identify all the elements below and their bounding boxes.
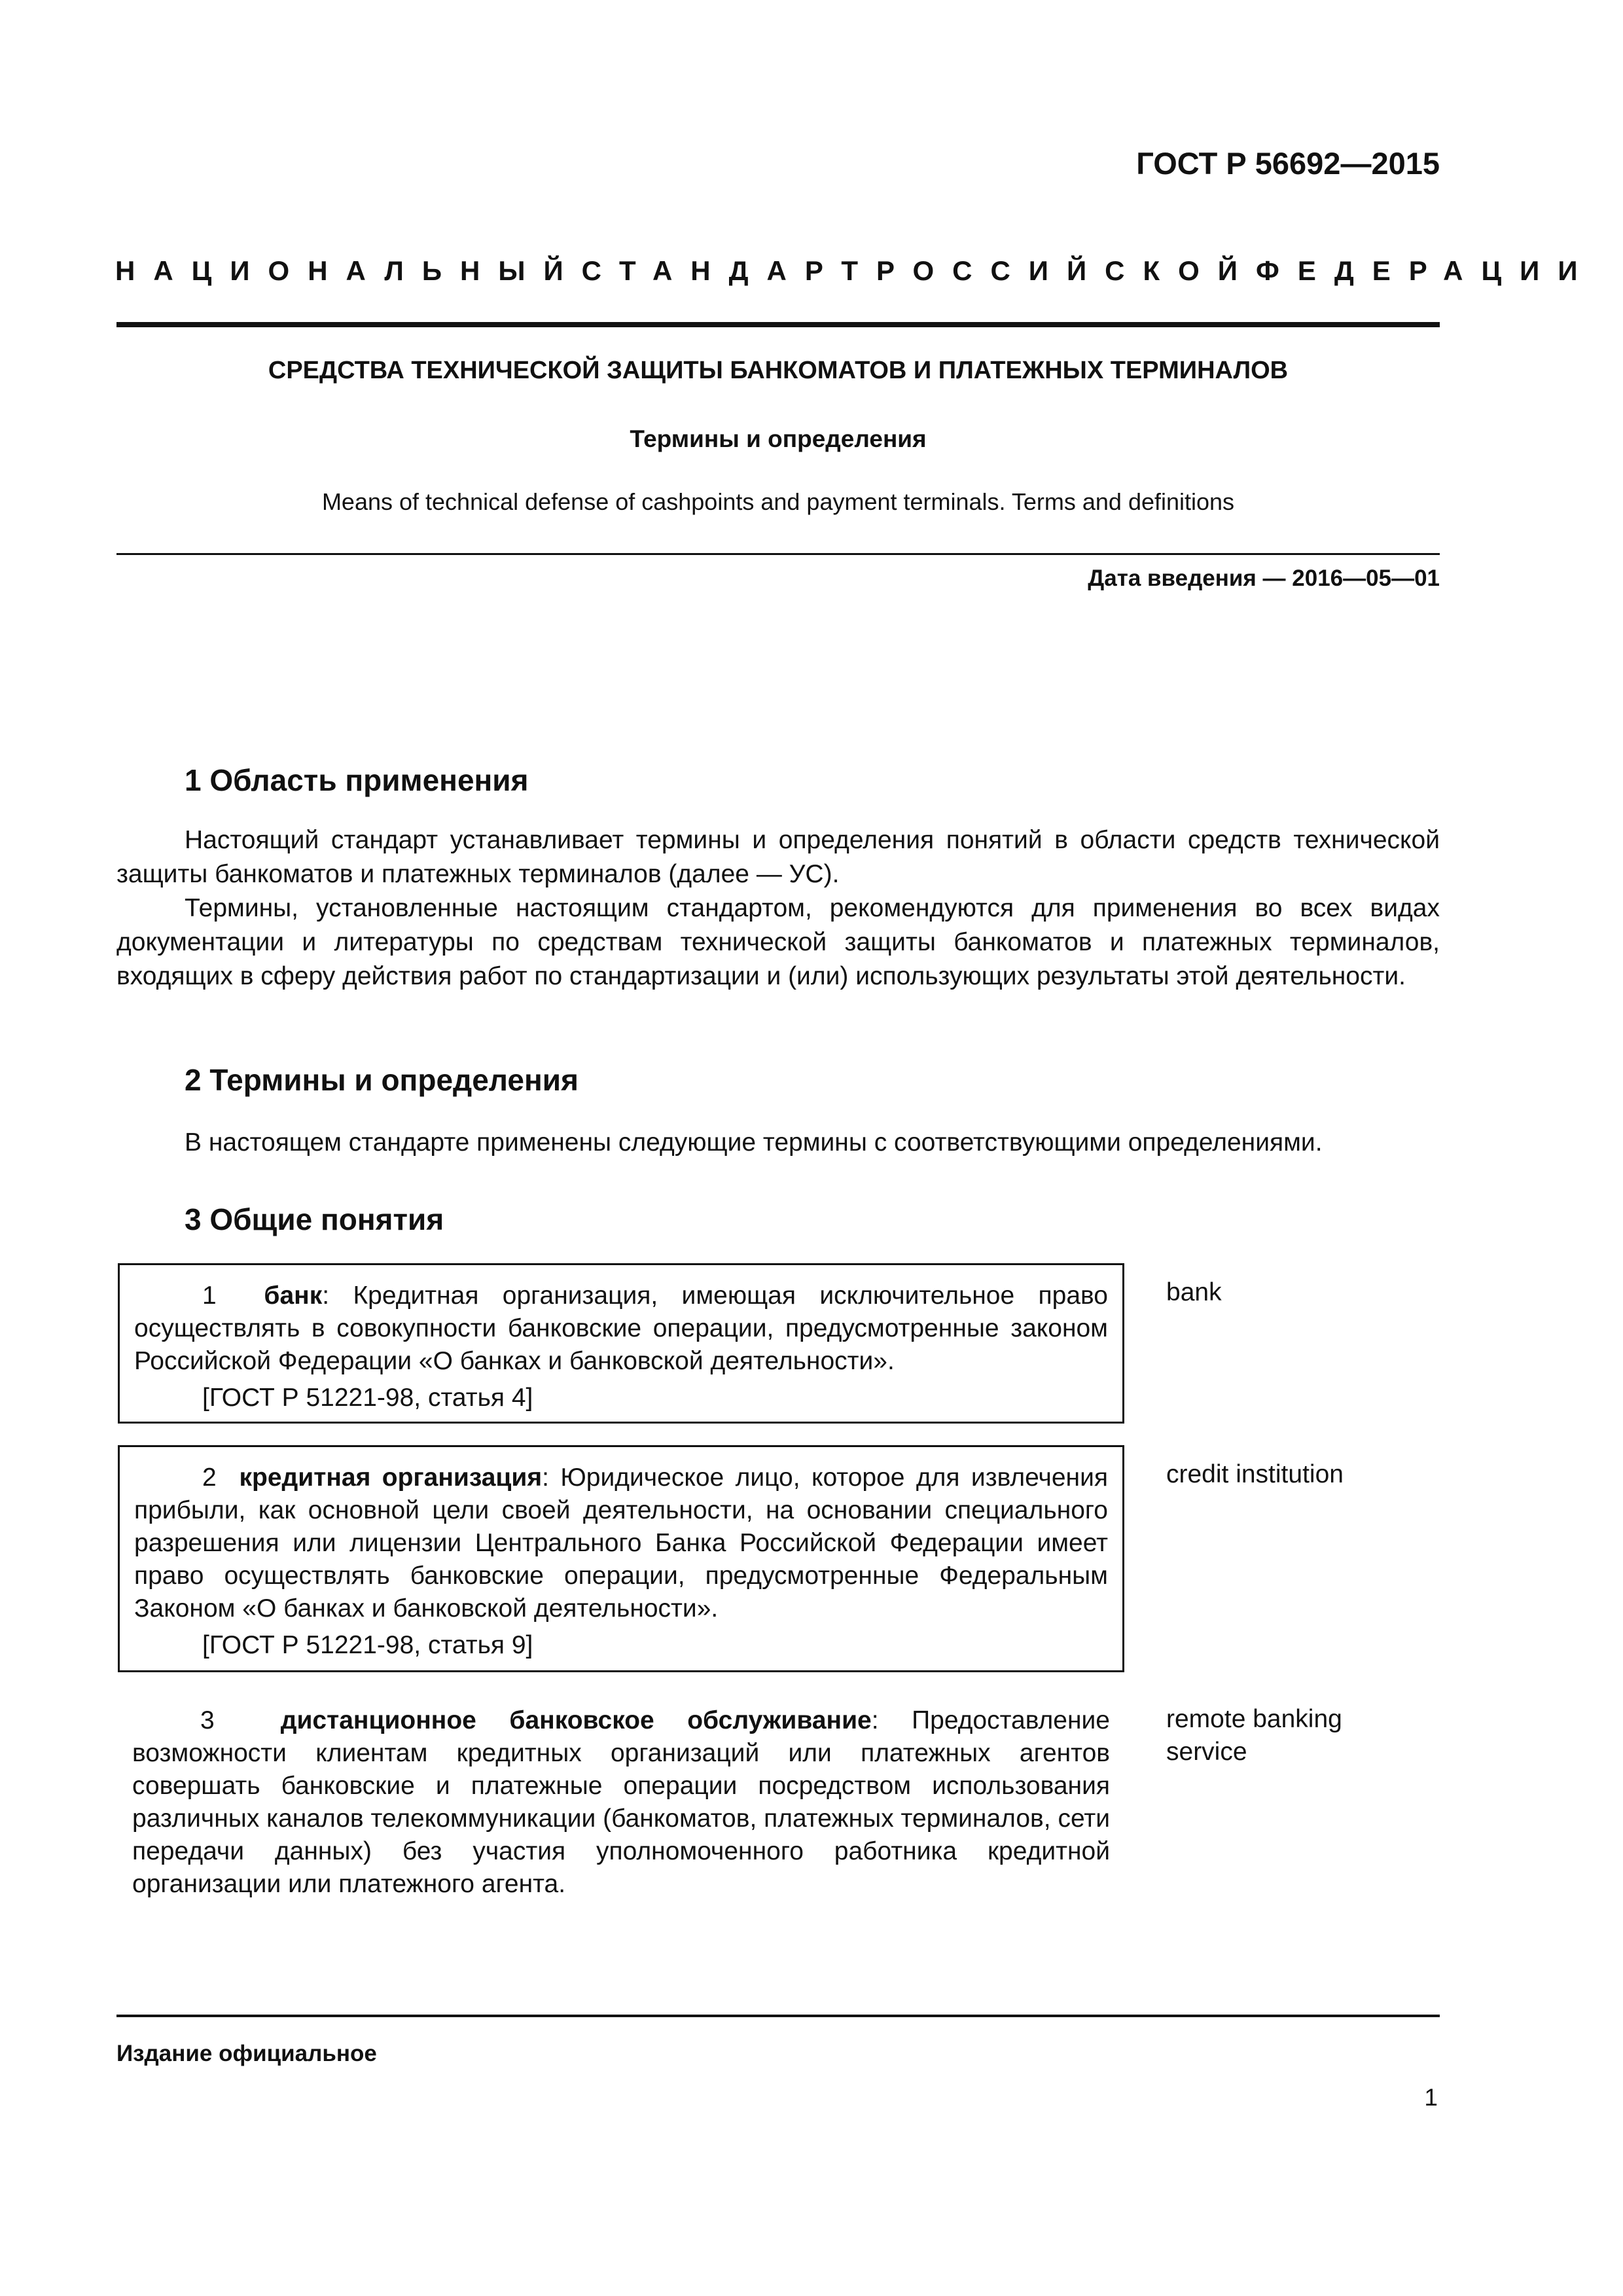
- introduction-date: Дата введения — 2016—05—01: [1088, 565, 1440, 591]
- scope-text: [116, 823, 1440, 994]
- term-entry-box: [118, 1445, 1124, 1672]
- footer-divider: [116, 2015, 1440, 2017]
- term-name: дистанционное банковское обслуживание: [280, 1706, 872, 1734]
- term-definition: [134, 1462, 1108, 1625]
- terms-text: [116, 1126, 1440, 1160]
- banner-word: СТАНДАРТ: [581, 255, 876, 286]
- term-definition-text: : Юридическое лицо, которое для извлечения прибыли, как основной цели своей деятельности, на основании специального разрешения или лицензии Центрального Банка Российской Федерации имеет право осуществлять банковские операции, предусмотренные Федеральным Законом «О банках и банковской деятельности».: [134, 1463, 1108, 1623]
- term-definition: [132, 1704, 1110, 1901]
- term-name: банк: [264, 1282, 323, 1310]
- term-name: кредитная организация: [239, 1463, 543, 1492]
- section-heading-terms: 2 Термины и определения: [185, 1063, 579, 1097]
- english-title: Means of technical defense of cashpoints and payment terminals. Terms and definitions: [321, 488, 1235, 515]
- term-english: remote banking service: [1166, 1705, 1342, 1766]
- term-number: 1: [202, 1282, 217, 1310]
- edition-label: Издание официальное: [116, 2041, 377, 2066]
- term-entry-box: [118, 1263, 1124, 1424]
- banner-word: РОССИЙСКОЙ: [876, 255, 1256, 286]
- title-divider: [116, 553, 1440, 555]
- term-english: credit institution: [1166, 1460, 1344, 1488]
- term-number: 2: [202, 1463, 217, 1492]
- banner-word: НАЦИОНАЛЬНЫЙ: [115, 255, 582, 286]
- term-source: [ГОСТ Р 51221-98, статья 4]: [202, 1384, 533, 1412]
- term-source: [ГОСТ Р 51221-98, статья 9]: [202, 1631, 533, 1659]
- page-number: 1: [1424, 2084, 1438, 2111]
- term-definition: [134, 1280, 1108, 1378]
- national-standard-banner: [115, 255, 1596, 287]
- section-heading-scope: 1 Область применения: [185, 763, 529, 797]
- document-code: ГОСТ Р 56692—2015: [1136, 146, 1440, 181]
- section-heading-general: 3 Общие понятия: [185, 1202, 444, 1236]
- banner-word: ФЕДЕРАЦИИ: [1256, 255, 1596, 286]
- scope-paragraph: Термины, установленные настоящим стандартом, рекомендуются для применения во всех видах документации и литературы по средствам технической защиты банкоматов и платежных терминалов, входящих в сферу действия работ по стандартизации и (или) использующих результаты этой деятельности.: [116, 894, 1440, 990]
- terms-paragraph: В настоящем стандарте применены следующие термины с соответствующими определениями.: [185, 1128, 1323, 1157]
- scope-paragraph: Настоящий стандарт устанавливает термины и определения понятий в области средств технической защиты банкоматов и платежных терминалов (далее — УС).: [116, 826, 1440, 888]
- standard-title: СРЕДСТВА ТЕХНИЧЕСКОЙ ЗАЩИТЫ БАНКОМАТОВ И ПЛАТЕЖНЫХ ТЕРМИНАЛОВ: [268, 357, 1289, 384]
- term-english: bank: [1166, 1278, 1222, 1306]
- term-definition-text: : Предоставление возможности клиентам кредитных организаций или платежных агентов совершать банковские и платежные операции посредством использования различных каналов телекоммуникации (банкоматов, платежных терминалов, сети передачи данных) без участия уполномоченного работника кредитной организации или платежного агента.: [132, 1706, 1110, 1898]
- term-definition-text: : Кредитная организация, имеющая исключительное право осуществлять в совокупности банковские операции, предусмотренные законом Российской Федерации «О банках и банковской деятельности».: [134, 1282, 1108, 1375]
- header-divider: [116, 322, 1440, 327]
- term-entry: [118, 1690, 1124, 1901]
- standard-subtitle: Термины и определения: [630, 425, 927, 452]
- term-number: 3: [200, 1706, 215, 1734]
